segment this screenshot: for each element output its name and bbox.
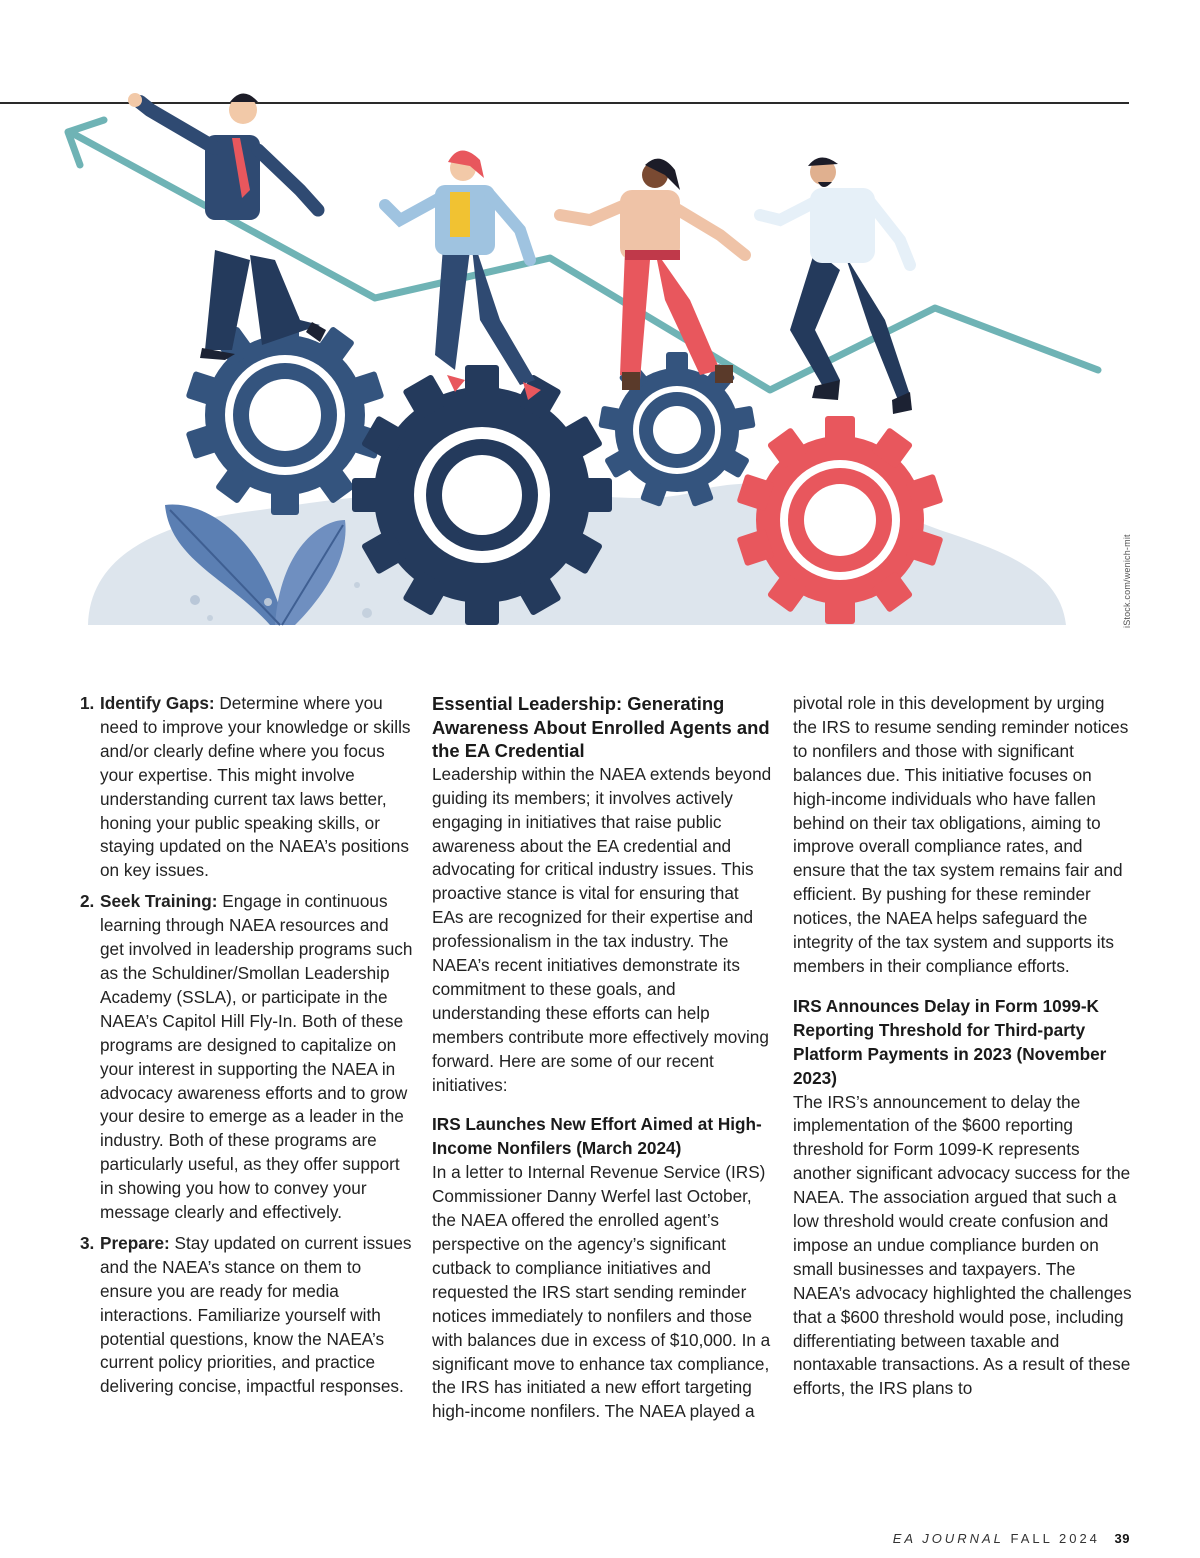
tip-number: 2. xyxy=(80,891,95,912)
tip-text: Stay updated on current issues and the NAEA’s stance on them to ensure you are ready for media interactions. Familiarize yourself with potential questions, know the NAEA’s current policy priorities, and practice delivering concise, impactful responses. xyxy=(100,1232,412,1397)
person-4-man-white xyxy=(760,157,912,414)
irs-1099k-body: The IRS’s announcement to delay the implementation of the $600 reporting threshold for Form 1099-K represents another significant advocacy success for the NAEA. The association argued that such a low threshold would create confusion and impose an undue compliance burden on small businesses and taxpayers. The NAEA’s advocacy highlighted the challenges that a $600 threshold would pose, including differentiating between taxable and nontaxable transactions. As a result of these efforts, the IRS plans to xyxy=(793,1091,1132,1399)
tip-number: 1. xyxy=(80,693,95,713)
journal-name: EA JOURNAL xyxy=(892,1531,1004,1546)
illustration-gears-team xyxy=(0,80,1200,640)
irs-nonfilers-heading: IRS Launches New Effort Aimed at High-Income Nonfilers (March 2024) xyxy=(432,1114,762,1159)
tips-list xyxy=(80,692,415,1399)
tip-label: Prepare: xyxy=(100,1232,170,1253)
tip-label: Seek Training: xyxy=(100,891,218,912)
column-1 xyxy=(80,692,415,1406)
irs-nonfilers-body: In a letter to Internal Revenue Service (IRS) Commissioner Danny Werfel last October, the NAEA offered the enrolled agent’s perspective on the agency’s significant cutback to compliance initiatives and requested the IRS start sending reminder notices immediately to nonfilers and those with balances due in excess of $10,000. In a significant move to enhance tax compliance, the IRS has initiated a new effort targeting high-income nonfilers. The NAEA played a xyxy=(432,1162,771,1422)
photo-credit: iStock.com/wenich-mit xyxy=(1122,534,1132,628)
person-2-woman-blue xyxy=(385,150,541,400)
column-3 xyxy=(793,692,1133,1401)
tip-item-identify-gaps xyxy=(80,692,415,883)
tip-item-prepare xyxy=(80,1232,415,1399)
tip-label: Identify Gaps: xyxy=(100,693,215,713)
issue-label: FALL 2024 xyxy=(1010,1531,1100,1546)
irs-1099k-heading: IRS Announces Delay in Form 1099-K Reporting Threshold for Third-party Platform Payments in 2023 (November 2023) xyxy=(793,995,1107,1088)
page-number: 39 xyxy=(1114,1531,1130,1546)
page-footer xyxy=(893,1531,1130,1546)
person-1-man-suit xyxy=(128,93,326,360)
tip-item-seek-training xyxy=(80,890,415,1225)
column-2 xyxy=(432,692,774,1424)
tip-number: 3. xyxy=(80,1232,95,1253)
essential-leadership-heading: Essential Leadership: Generating Awareness About Enrolled Agents and the EA Credential xyxy=(432,693,770,762)
tip-text: Engage in continuous learning through NAEA resources and get involved in leadership programs such as the Schuldiner/Smollan Leadership Academy (SSLA), or participate in the NAEA’s Capitol Hill Fly-In. Both of these programs are designed to capitalize on your interest in supporting the NAEA in advocacy awareness efforts and to grow your desire to emerge as a leader in the industry. Both of these programs are particularly useful, as they offer support in showing you how to convey your message clearly and effectively. xyxy=(100,891,413,1223)
irs-nonfilers-body-continued: pivotal role in this development by urging the IRS to resume sending reminder notices to nonfilers and those with significant balances due. This initiative focuses on high-income individuals who have fallen behind on their tax obligations, aiming to improve overall compliance rates, and ensure that the tax system remains fair and efficient. By pushing for these reminder notices, the NAEA helps safeguard the integrity of the tax system and supports its members in their compliance efforts. xyxy=(793,693,1129,976)
essential-leadership-body: Leadership within the NAEA extends beyond guiding its members; it involves actively engaging in initiatives that raise public awareness about the EA credential and advocating for critical industry issues. This proactive stance is vital for ensuring that EAs are recognized for their expertise and professionalism in the tax industry. The NAEA’s recent initiatives demonstrate its commitment to these goals, and understanding these efforts can help members contribute more effectively moving forward. Here are some of our recent initiatives: xyxy=(432,763,772,1095)
tip-text: Determine where you need to improve your knowledge or skills and/or clearly define where you focus your expertise. This might involve understanding current tax laws better, honing your public speaking skills, or staying updated on the NAEA’s positions on key issues. xyxy=(100,693,411,881)
